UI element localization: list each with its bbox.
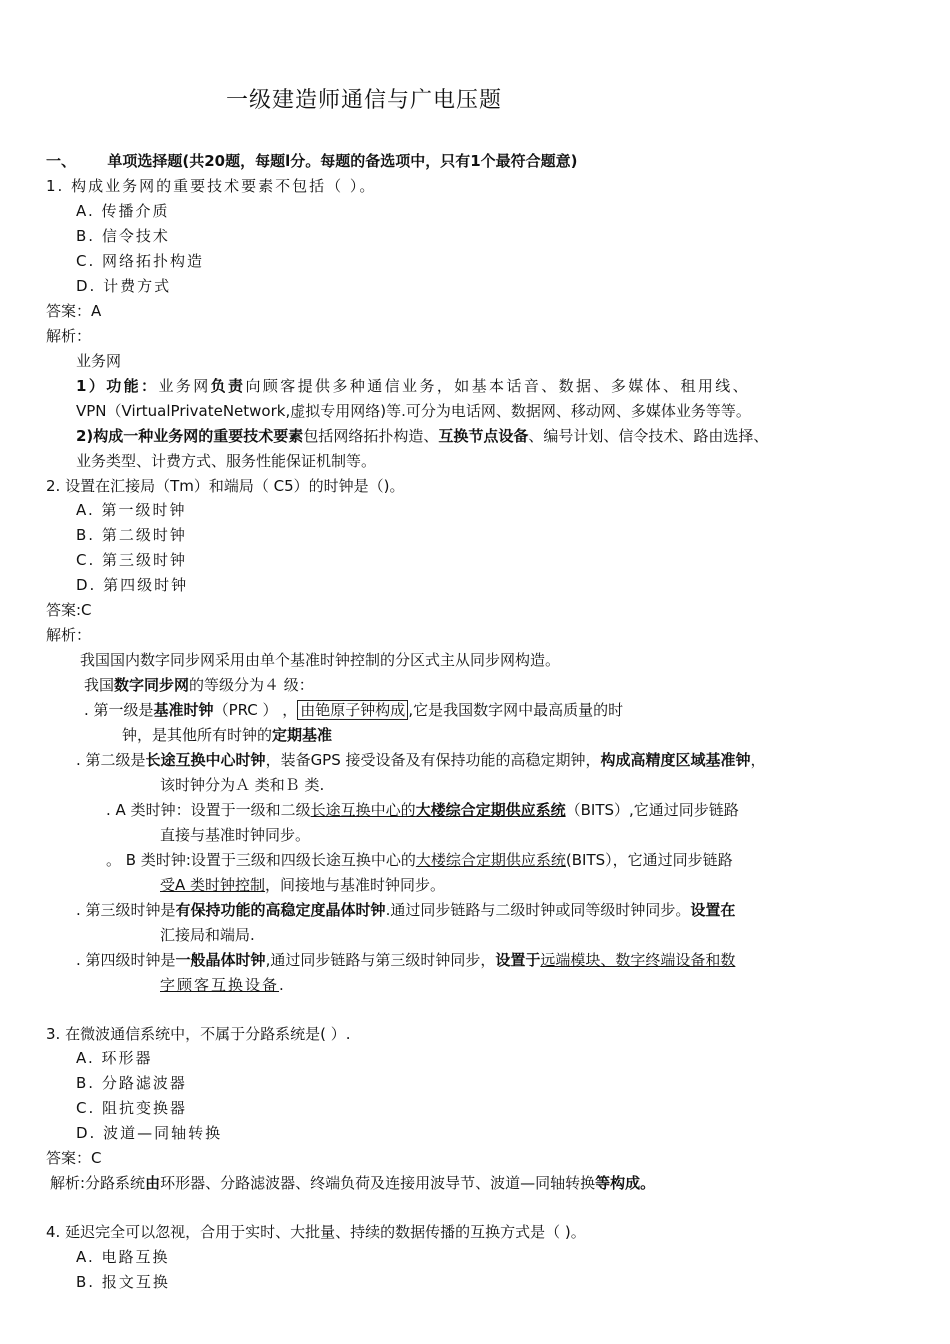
- q2-analysis-line-2: 我国数字同步网的等级分为４ 级：: [84, 676, 314, 694]
- q2-analysis-line-1: 我国国内数字同步网采用由单个基准时钟控制的分区式主从同步网构造。: [80, 651, 561, 669]
- q2-level-3: . 第三级时钟是有保持功能的高稳定度晶体时钟.通过同步链路与二级时钟或同等级时钟同步。设置在: [76, 901, 736, 919]
- q2-class-a: . A 类时钟：设置于一级和二级长途互换中心的大楼综合定期供应系统（BITS）,它通过同步链路: [106, 801, 739, 819]
- q2-class-b-cont: 受A 类时钟控制，间接地与基准时钟同步。: [160, 876, 446, 894]
- q2-level-4-cont: 字顾客互换设备.: [160, 976, 284, 994]
- q2-class-b: 。 B 类时钟:设置于三级和四级长途互换中心的大楼综合定期供应系统(BITS），它通过同步链路: [106, 851, 733, 869]
- q1-analysis-line-3: 2)构成一种业务网的重要技术要素包括网络拓扑构造、互换节点设备、编号计划、信令技术、路由选择、: [76, 427, 769, 445]
- q2-option-a: A. 第一级时钟: [76, 501, 187, 519]
- q2-level-1-cont: 钟，是其他所有时钟的定期基准: [122, 726, 333, 744]
- q4-option-a: A. 电路互换: [76, 1248, 170, 1266]
- q1-analysis-line-1: 1）功能：业务网负责向顾客提供多种通信业务，如基本话音、数据、多媒体、租用线、: [76, 377, 751, 395]
- section-heading: 一、 单项选择题(共20题，每题l分。每题的备选项中，只有1个最符合题意): [46, 152, 578, 170]
- q1-option-a: A. 传播介质: [76, 202, 170, 220]
- q3-option-c: C. 阻抗变换器: [76, 1099, 188, 1117]
- q2-level-3-cont: 汇接局和端局.: [160, 926, 255, 944]
- q1-analysis-label: 解析：: [46, 327, 92, 345]
- question-1: 1. 构成业务网的重要技术要素不包括（ ）。: [46, 177, 377, 195]
- page-title: 一级建造师通信与广电压题: [226, 88, 503, 113]
- q3-option-d: D. 波道—同轴转换: [76, 1124, 223, 1142]
- q1-option-d: D. 计费方式: [76, 277, 172, 295]
- q1-option-c: C. 网络拓扑构造: [76, 252, 205, 270]
- q1-analysis-line-4: 业务类型、计费方式、服务性能保证机制等。: [76, 452, 377, 470]
- question-2: 2. 设置在汇接局（Tm）和端局（ C5）的时钟是（)。: [46, 477, 405, 495]
- question-4: 4. 延迟完全可以忽视，合用于实时、大批量、持续的数据传播的互换方式是（ )。: [46, 1223, 586, 1241]
- q2-analysis-label: 解析：: [46, 626, 92, 644]
- q1-option-b: B. 信令技术: [76, 227, 170, 245]
- q2-option-d: D. 第四级时钟: [76, 576, 189, 594]
- q2-level-2: . 第二级是长途互换中心时钟，装备GPS 接受设备及有保持功能的高稳定期钟，构成高精度区域基准钟，: [76, 751, 766, 769]
- q2-answer: 答案:C: [46, 601, 92, 619]
- q2-level-2-cont: 该时钟分为Ａ 类和Ｂ 类.: [160, 776, 325, 794]
- q3-option-a: A. 环形器: [76, 1049, 153, 1067]
- q2-option-c: C. 第三级时钟: [76, 551, 188, 569]
- q3-option-b: B. 分路滤波器: [76, 1074, 187, 1092]
- q2-class-a-cont: 直接与基准时钟同步。: [160, 826, 311, 844]
- q1-analysis-title: 业务网: [76, 352, 122, 370]
- q2-level-4: . 第四级时钟是一般晶体时钟,通过同步链路与第三级时钟同步，设置于远端模块、数字终端设备和数: [76, 951, 736, 969]
- q4-option-b: B. 报文互换: [76, 1273, 170, 1291]
- q1-analysis-line-2: VPN（VirtualPrivateNetwork,虚拟专用网络)等.可分为电话网、数据网、移动网、多媒体业务等等。: [76, 402, 751, 420]
- question-3: 3. 在微波通信系统中，不属于分路系统是( ）.: [46, 1025, 351, 1043]
- q3-analysis: 解析:分路系统由环形器、分路滤波器、终端负荷及连接用波导节、波道—同轴转换等构成。: [50, 1174, 656, 1192]
- q2-option-b: B. 第二级时钟: [76, 526, 187, 544]
- q2-level-1: . 第一级是基准时钟（PRC ） ， 由铯原子钟构成 ,它是我国数字网中最高质量的时: [84, 701, 624, 719]
- q1-answer: 答案：A: [46, 302, 102, 320]
- q3-answer: 答案：C: [46, 1149, 102, 1167]
